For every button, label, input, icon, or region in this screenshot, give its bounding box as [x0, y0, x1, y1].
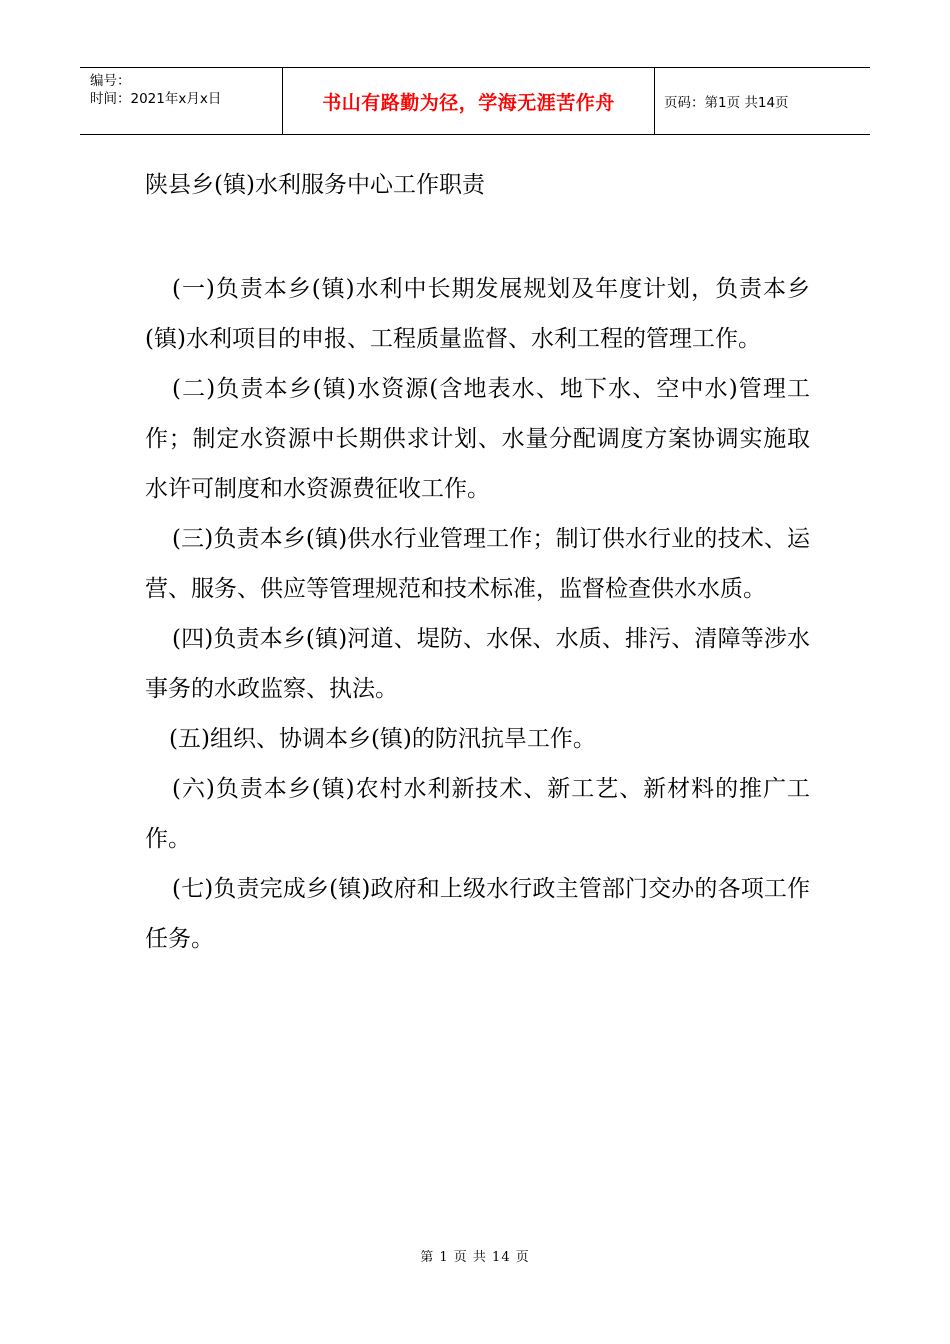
duty-paragraph-4: (四)负责本乡(镇)河道、堤防、水保、水质、排污、清障等涉水事务的水政监察、执法。 [145, 626, 810, 702]
header-page-info: 页码：第1页 共14页 [664, 95, 789, 111]
header-meta-cell [80, 68, 283, 134]
document-number-label: 编号： [90, 73, 131, 89]
duty-paragraph-7: (七)负责完成乡(镇)政府和上级水行政主管部门交办的各项工作任务。 [145, 876, 810, 952]
header-page-cell [655, 68, 870, 134]
document-body [145, 264, 810, 964]
duty-paragraph-5: (五)组织、协调本乡(镇)的防汛抗旱工作。 [169, 726, 596, 752]
page-footer: 第 1 页 共 14 页 [420, 1250, 530, 1265]
document-time-label: 时间：2021年x月x日 [90, 91, 222, 107]
duty-paragraph-6: (六)负责本乡(镇)农村水利新技术、新工艺、新材料的推广工作。 [145, 776, 810, 852]
duty-paragraph-2: (二)负责本乡(镇)水资源(含地表水、地下水、空中水)管理工作；制定水资源中长期供求计划、水量分配调度方案协调实施取水许可制度和水资源费征收工作。 [145, 376, 810, 502]
duty-paragraph-1: (一)负责本乡(镇)水利中长期发展规划及年度计划，负责本乡(镇)水利项目的申报、工程质量监督、水利工程的管理工作。 [145, 276, 810, 352]
document-title: 陕县乡(镇)水利服务中心工作职责 [145, 172, 485, 198]
page-header [80, 67, 870, 135]
duty-paragraph-3: (三)负责本乡(镇)供水行业管理工作；制订供水行业的技术、运营、服务、供应等管理规范和技术标准，监督检查供水水质。 [145, 526, 810, 602]
header-motto-cell [283, 68, 655, 134]
header-motto: 书山有路勤为径，学海无涯苦作舟 [322, 91, 615, 114]
